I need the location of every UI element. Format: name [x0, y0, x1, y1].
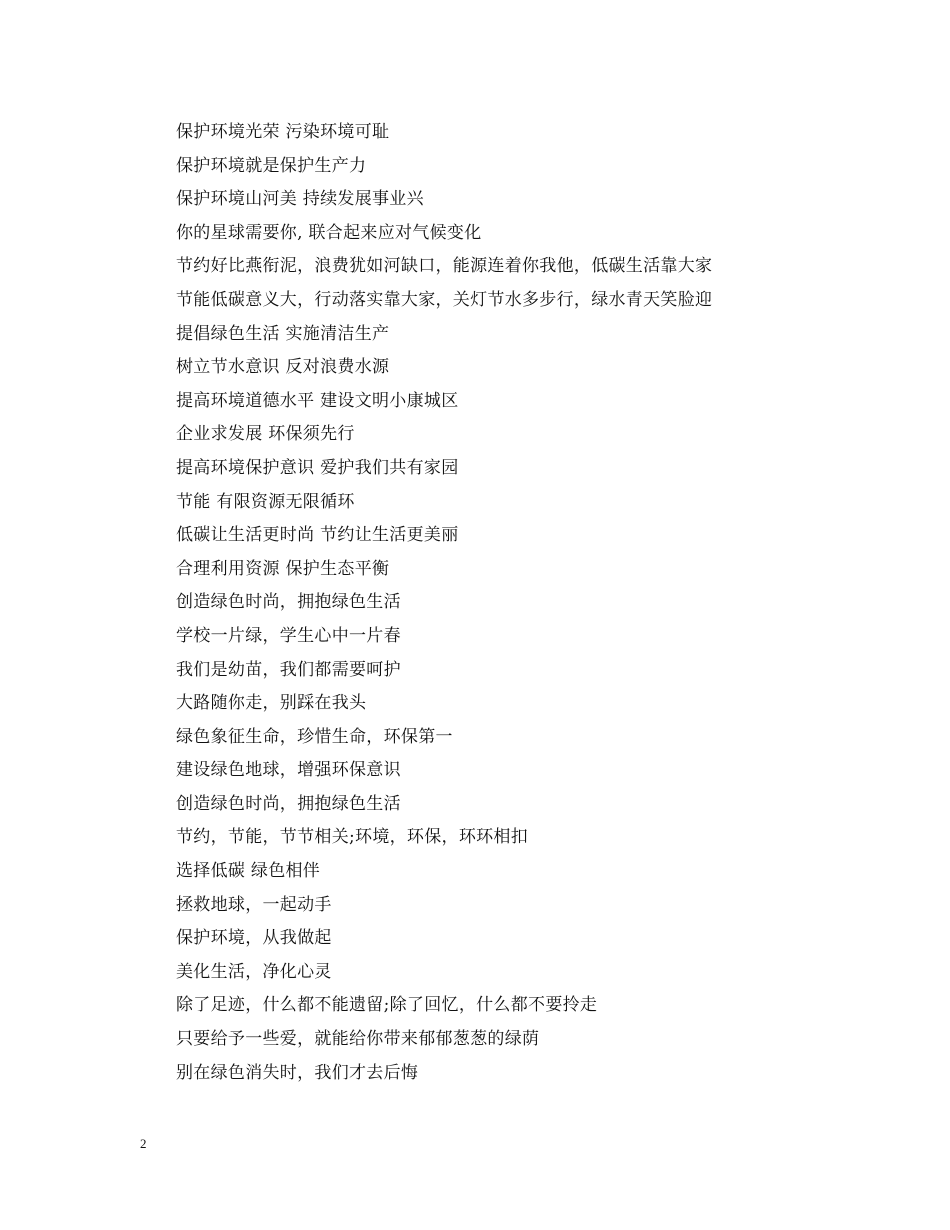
slogan-line: 拯救地球，一起动手 — [176, 894, 332, 915]
slogan-line: 低碳让生活更时尚 节约让生活更美丽 — [176, 525, 459, 546]
slogan-line: 我们是幼苗，我们都需要呵护 — [176, 659, 401, 680]
slogan-line: 建设绿色地球，增强环保意识 — [176, 760, 401, 781]
slogan-line: 美化生活，净化心灵 — [176, 961, 332, 982]
slogan-line: 合理利用资源 保护生态平衡 — [176, 558, 390, 579]
slogan-line: 你的星球需要你, 联合起来应对气候变化 — [176, 222, 482, 243]
slogan-line: 只要给予一些爱，就能给你带来郁郁葱葱的绿荫 — [176, 1029, 540, 1050]
slogan-list — [176, 116, 712, 1090]
slogan-line: 企业求发展 环保须先行 — [176, 424, 355, 445]
slogan-line: 节能低碳意义大，行动落实靠大家，关灯节水多步行，绿水青天笑脸迎 — [176, 289, 713, 310]
slogan-line: 保护环境光荣 污染环境可耻 — [176, 122, 390, 142]
page-number: 2 — [140, 1136, 147, 1151]
slogan-line: 创造绿色时尚，拥抱绿色生活 — [176, 793, 401, 814]
slogan-line: 学校一片绿，学生心中一片春 — [176, 625, 401, 646]
slogan-line: 别在绿色消失时，我们才去后悔 — [176, 1062, 419, 1083]
slogan-line: 保护环境，从我做起 — [176, 928, 332, 949]
slogan-line: 节约，节能，节节相关;环境，环保，环环相扣 — [176, 827, 529, 848]
slogan-line: 选择低碳 绿色相伴 — [176, 861, 321, 882]
slogan-line: 节能 有限资源无限循环 — [176, 491, 355, 512]
slogan-line: 大路随你走，别踩在我头 — [176, 693, 367, 714]
slogan-line: 提高环境道德水平 建设文明小康城区 — [176, 390, 459, 411]
slogan-line: 除了足迹，什么都不能遗留;除了回忆，什么都不要拎走 — [176, 995, 598, 1016]
slogan-line: 提倡绿色生活 实施清洁生产 — [176, 323, 390, 344]
slogan-line: 节约好比燕衔泥，浪费犹如河缺口，能源连着你我他，低碳生活靠大家 — [176, 256, 713, 277]
slogan-line: 创造绿色时尚，拥抱绿色生活 — [176, 592, 401, 613]
slogan-line: 树立节水意识 反对浪费水源 — [176, 357, 390, 378]
slogan-line: 保护环境就是保护生产力 — [176, 155, 367, 176]
slogan-line: 保护环境山河美 持续发展事业兴 — [176, 189, 424, 210]
slogan-line: 绿色象征生命，珍惜生命，环保第一 — [176, 726, 453, 747]
slogan-line: 提高环境保护意识 爱护我们共有家园 — [176, 457, 459, 478]
